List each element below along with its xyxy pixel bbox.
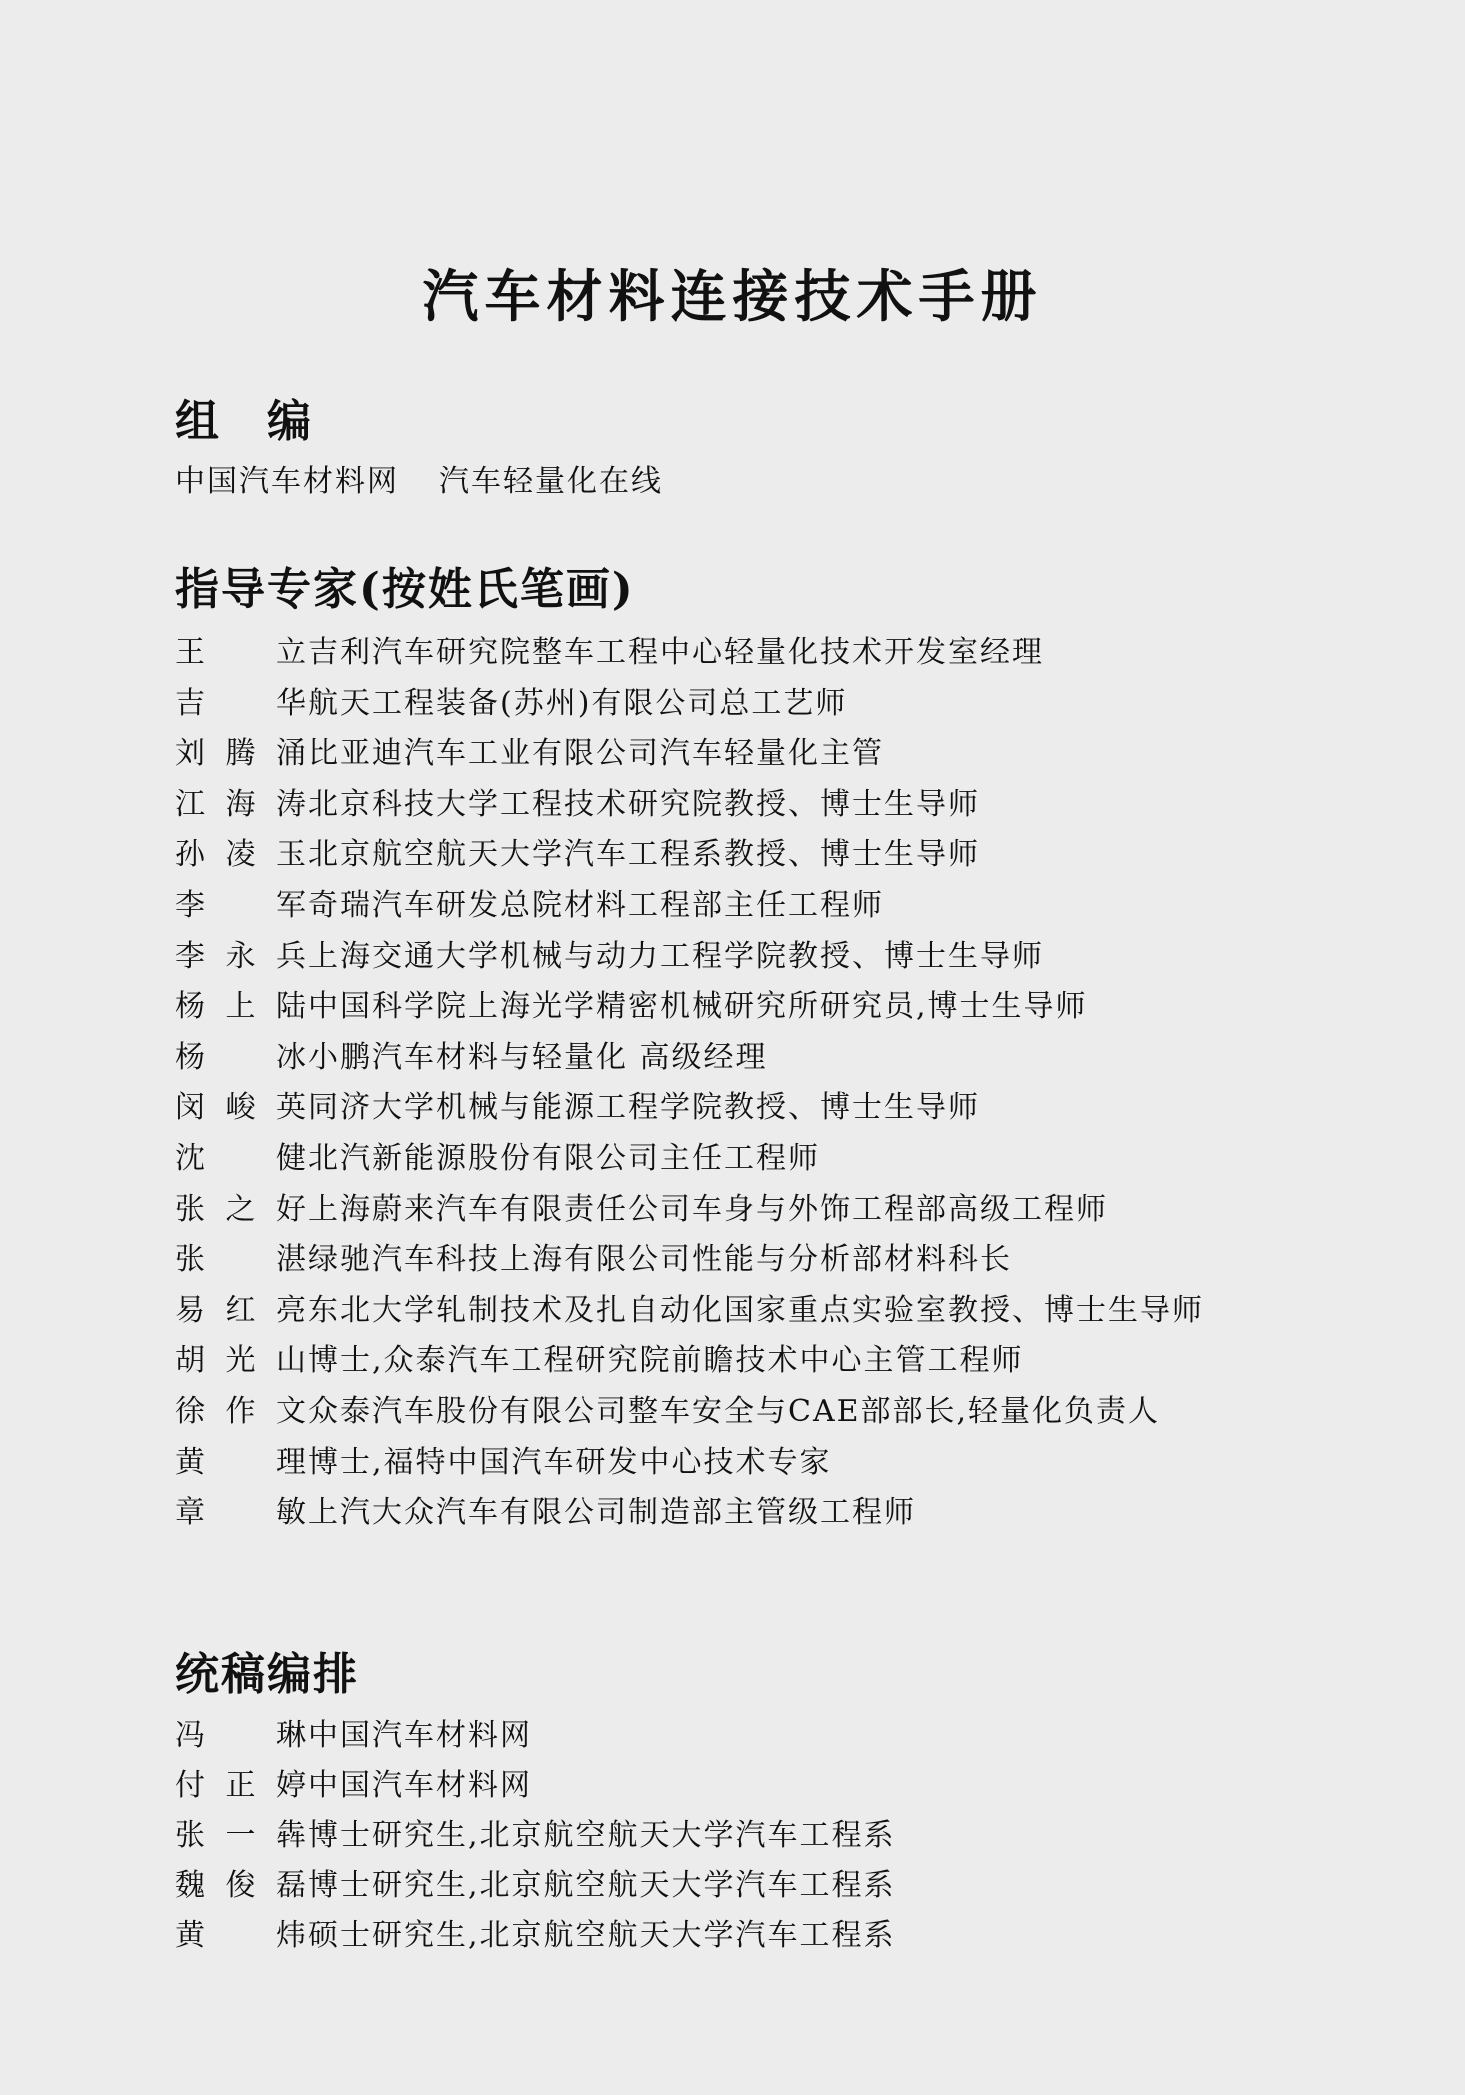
person-affiliation: 博士,众泰汽车工程研究院前瞻技术中心主管工程师 (308, 1343, 1024, 1379)
person-name: 孙凌玉 (175, 837, 308, 873)
person-name: 魏俊磊 (175, 1868, 308, 1903)
person-entry (175, 1184, 1204, 1235)
person-entry (175, 880, 1204, 931)
person-entry (175, 1032, 1204, 1083)
person-name: 李永兵 (175, 938, 308, 974)
person-affiliation: 北汽新能源股份有限公司主任工程师 (308, 1140, 820, 1176)
person-affiliation: 绿驰汽车科技上海有限公司性能与分析部材料科长 (308, 1242, 1012, 1278)
person-name: 张之好 (175, 1191, 308, 1227)
person-affiliation: 北京航空航天大学汽车工程系教授、博士生导师 (308, 837, 980, 873)
person-entry (175, 678, 1204, 729)
person-affiliation: 北京科技大学工程技术研究院教授、博士生导师 (308, 786, 980, 822)
person-name: 刘腾涌 (175, 736, 308, 772)
person-entry (175, 779, 1204, 830)
person-name: 李军 (175, 887, 308, 923)
person-affiliation: 博士研究生,北京航空航天大学汽车工程系 (308, 1868, 896, 1903)
person-name: 吉华 (175, 685, 308, 721)
person-affiliation: 中国科学院上海光学精密机械研究所研究员,博士生导师 (308, 989, 1088, 1025)
organizer-name: 中国汽车材料网 (175, 464, 399, 499)
person-name: 江海涛 (175, 786, 308, 822)
person-entry (175, 627, 1204, 678)
person-name: 杨上陆 (175, 989, 308, 1025)
organizer-name: 汽车轻量化在线 (439, 464, 663, 499)
person-name: 王立 (175, 635, 308, 670)
person-affiliation: 上海交通大学机械与动力工程学院教授、博士生导师 (308, 938, 1044, 974)
person-affiliation: 同济大学机械与能源工程学院教授、博士生导师 (308, 1090, 980, 1126)
person-name: 胡光山 (175, 1343, 308, 1379)
person-entry (175, 1386, 1204, 1437)
person-entry (175, 1487, 1204, 1538)
book-title: 汽车材料连接技术手册 (422, 264, 1043, 330)
person-name: 杨冰 (175, 1039, 308, 1075)
person-name: 章敏 (175, 1495, 308, 1531)
person-affiliation: 硕士研究生,北京航空航天大学汽车工程系 (308, 1918, 896, 1953)
editors-heading: 统稿编排 (175, 1649, 359, 1700)
person-name: 张湛 (175, 1242, 308, 1278)
person-affiliation: 众泰汽车股份有限公司整车安全与CAE部部长,轻量化负责人 (308, 1393, 1161, 1429)
person-entry (175, 1710, 896, 1760)
person-entry (175, 1860, 896, 1910)
person-affiliation: 航天工程装备(苏州)有限公司总工艺师 (308, 685, 848, 721)
person-entry (175, 728, 1204, 779)
person-entry (175, 1760, 896, 1810)
person-name: 沈健 (175, 1140, 308, 1176)
editors-list (175, 1710, 896, 1960)
person-name: 闵峻英 (175, 1090, 308, 1126)
person-name: 徐作文 (175, 1393, 308, 1429)
person-affiliation: 上海蔚来汽车有限责任公司车身与外饰工程部高级工程师 (308, 1191, 1108, 1227)
person-entry (175, 1082, 1204, 1133)
person-entry (175, 1910, 896, 1960)
experts-heading: 指导专家(按姓氏笔画) (175, 564, 635, 615)
person-entry (175, 1285, 1204, 1336)
person-name: 易红亮 (175, 1292, 308, 1328)
person-affiliation: 中国汽车材料网 (308, 1718, 532, 1753)
person-entry (175, 931, 1204, 982)
person-entry (175, 1810, 896, 1860)
person-entry (175, 1234, 1204, 1285)
person-affiliation: 吉利汽车研究院整车工程中心轻量化技术开发室经理 (308, 635, 1044, 670)
person-affiliation: 上汽大众汽车有限公司制造部主管级工程师 (308, 1495, 916, 1531)
person-entry (175, 1133, 1204, 1184)
person-affiliation: 小鹏汽车材料与轻量化 高级经理 (308, 1039, 768, 1075)
person-name: 黄理 (175, 1444, 308, 1480)
organizers-heading: 组编 (175, 396, 359, 447)
person-entry (175, 1437, 1204, 1488)
person-entry (175, 829, 1204, 880)
organizers-line (175, 458, 663, 506)
person-affiliation: 比亚迪汽车工业有限公司汽车轻量化主管 (308, 736, 884, 772)
person-name: 黄炜 (175, 1918, 308, 1953)
person-name: 张一犇 (175, 1818, 308, 1853)
person-affiliation: 东北大学轧制技术及扎自动化国家重点实验室教授、博士生导师 (308, 1292, 1204, 1328)
person-affiliation: 博士,福特中国汽车研发中心技术专家 (308, 1444, 832, 1480)
person-name: 付正婷 (175, 1768, 308, 1803)
person-affiliation: 中国汽车材料网 (308, 1768, 532, 1803)
person-affiliation: 博士研究生,北京航空航天大学汽车工程系 (308, 1818, 896, 1853)
person-affiliation: 奇瑞汽车研发总院材料工程部主任工程师 (308, 887, 884, 923)
person-name: 冯琳 (175, 1718, 308, 1753)
person-entry (175, 981, 1204, 1032)
person-entry (175, 1335, 1204, 1386)
experts-list (175, 627, 1204, 1538)
